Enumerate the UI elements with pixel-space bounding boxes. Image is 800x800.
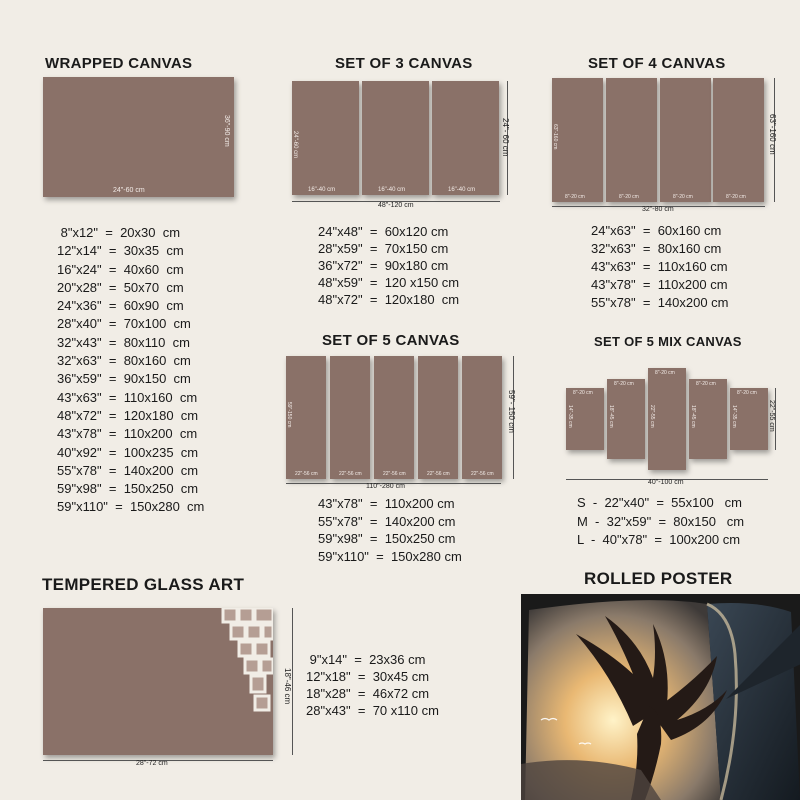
wrapped-size-16: 59"x110" = 150x280 cm bbox=[57, 499, 205, 515]
set3-panel-label-2: 16"-40 cm bbox=[378, 187, 406, 193]
wrapped-size-5: 24"x36" = 60x90 cm bbox=[57, 298, 184, 314]
wrapped-size-2: 12"x14" = 30x35 cm bbox=[57, 243, 184, 259]
wrapped-height-label: 36"-90 cm bbox=[223, 115, 230, 147]
wrapped-size-14: 55"x78" = 140x200 cm bbox=[57, 462, 199, 478]
wrapped-size-list bbox=[57, 224, 204, 517]
set5-panel-label-1: 22"-56 cm bbox=[295, 471, 318, 477]
set3-size-1: 24"x48" = 60x120 cm bbox=[318, 224, 449, 239]
set5mix-size-list bbox=[577, 494, 744, 550]
wrapped-size-9: 36"x59" = 90x150 cm bbox=[57, 371, 191, 387]
wrapped-size-3: 16"x24" = 40x60 cm bbox=[57, 261, 184, 277]
set5mix-panel-height-4: 18"-45 cm bbox=[690, 405, 696, 428]
set5-size-list bbox=[318, 495, 462, 565]
set5mix-total-width: 40"-100 cm bbox=[648, 479, 684, 486]
wrapped-size-11: 48"x72" = 120x180 cm bbox=[57, 407, 199, 423]
glass-height-line bbox=[292, 608, 293, 755]
set5-size-4: 59"x110" = 150x280 cm bbox=[318, 548, 462, 564]
set5mix-panel-height-3: 22"-55 cm bbox=[649, 405, 655, 428]
set5mix-panel-height-5: 14"-35 cm bbox=[731, 405, 737, 428]
set5mix-panel-2 bbox=[607, 379, 645, 459]
set5mix-panel-width-1: 8"-20 cm bbox=[573, 390, 593, 396]
set4-height: 63"-160 cm bbox=[768, 114, 777, 155]
set5-size-1: 43"x78" = 110x200 cm bbox=[318, 496, 455, 511]
wrapped-width-label: 24"-60 cm bbox=[113, 187, 145, 194]
set5-panel-2 bbox=[330, 356, 370, 479]
set5mix-panel-5 bbox=[730, 388, 768, 450]
set3-size-list bbox=[318, 223, 459, 308]
wrapped-size-4: 20"x28" = 50x70 cm bbox=[57, 279, 184, 295]
glass-width: 28"-72 cm bbox=[136, 760, 168, 767]
set4-panel-1 bbox=[552, 78, 603, 202]
set5-panel-5 bbox=[462, 356, 502, 479]
set3-panel-height-label: 24"-60 cm bbox=[292, 131, 298, 159]
set5mix-panel-width-4: 8"-20 cm bbox=[696, 381, 716, 387]
set5mix-panel-width-3: 8"-20 cm bbox=[655, 370, 675, 376]
set3-size-5: 48"x72" = 120x180 cm bbox=[318, 292, 460, 307]
wrapped-size-13: 40"x92" = 100x235 cm bbox=[57, 444, 199, 460]
set4-size-4: 43"x78" = 110x200 cm bbox=[591, 277, 728, 292]
set4-size-1: 24"x63" = 60x160 cm bbox=[591, 223, 722, 238]
set3-total-width: 48"-120 cm bbox=[378, 202, 414, 209]
set5-panel-label-3: 22"-56 cm bbox=[383, 471, 406, 477]
set5-panel-3 bbox=[374, 356, 414, 479]
wrapped-size-12: 43"x78" = 110x200 cm bbox=[57, 426, 198, 442]
set5-height: 59"- 150 cm bbox=[507, 390, 516, 433]
set5-panel-4 bbox=[418, 356, 458, 479]
set5-panel-label-4: 22"-56 cm bbox=[427, 471, 450, 477]
glass-size-list bbox=[306, 651, 439, 719]
set5mix-height-line bbox=[775, 388, 776, 450]
set4-total-width: 32"-80 cm bbox=[642, 206, 674, 213]
glass-height: 18"-46 cm bbox=[283, 668, 292, 705]
set5-panel-label-5: 22"-56 cm bbox=[471, 471, 494, 477]
set4-panel-label-2: 8"-20 cm bbox=[619, 194, 639, 200]
set4-size-5: 55"x78" = 140x200 cm bbox=[591, 295, 729, 310]
set4-panel-label-3: 8"-20 cm bbox=[673, 194, 693, 200]
set5-size-2: 55"x78" = 140x200 cm bbox=[318, 513, 456, 529]
set5-title: SET OF 5 CANVAS bbox=[322, 332, 460, 349]
set4-size-3: 43"x63" = 110x160 cm bbox=[591, 259, 728, 274]
glass-size-2: 12"x18" = 30x45 cm bbox=[306, 669, 430, 684]
set3-size-3: 36"x72" = 90x180 cm bbox=[318, 258, 449, 273]
set3-panel-3 bbox=[432, 81, 499, 195]
poster-artwork bbox=[521, 594, 800, 800]
wrapped-size-7: 32"x43" = 80x110 cm bbox=[57, 334, 190, 350]
set5-size-3: 59"x98" = 150x250 cm bbox=[318, 531, 456, 546]
rolled-poster-image bbox=[521, 594, 800, 800]
wrapped-size-15: 59"x98" = 150x250 cm bbox=[57, 481, 199, 497]
wrapped-size-8: 32"x63" = 80x160 cm bbox=[57, 353, 191, 369]
set5-panel-height-label: 59"-150 cm bbox=[286, 402, 292, 428]
wrapped-size-6: 28"x40" = 70x100 cm bbox=[57, 316, 191, 332]
glass-size-1: 9"x14" = 23x36 cm bbox=[306, 652, 426, 667]
wrapped-canvas-title: WRAPPED CANVAS bbox=[45, 55, 193, 72]
set5-panel-1 bbox=[286, 356, 326, 479]
glass-reflection-grid bbox=[43, 608, 273, 755]
poster-title: ROLLED POSTER bbox=[584, 569, 733, 588]
set5mix-panel-width-2: 8"-20 cm bbox=[614, 381, 634, 387]
set4-panel-height-label: 63"-160 cm bbox=[552, 124, 558, 150]
set5mix-size-1: S - 22"x40" = 55x100 cm bbox=[577, 495, 742, 510]
set5mix-panel-height-1: 14"-35 cm bbox=[567, 405, 573, 428]
wrapped-size-10: 43"x63" = 110x160 cm bbox=[57, 389, 198, 405]
set3-panel-label-1: 16"-40 cm bbox=[308, 187, 336, 193]
set4-size-2: 32"x63" = 80x160 cm bbox=[591, 241, 722, 256]
glass-panel bbox=[43, 608, 273, 755]
set3-panel-1 bbox=[292, 81, 359, 195]
wrapped-canvas-panel bbox=[43, 77, 234, 197]
set5mix-height: 22"-55 cm bbox=[768, 400, 775, 432]
set3-panel-label-3: 16"-40 cm bbox=[448, 187, 476, 193]
glass-title: TEMPERED GLASS ART bbox=[42, 575, 245, 594]
glass-size-3: 18"x28" = 46x72 cm bbox=[306, 686, 430, 701]
glass-size-4: 28"x43" = 70 x110 cm bbox=[306, 703, 439, 718]
set5mix-size-2: M - 32"x59" = 80x150 cm bbox=[577, 513, 745, 529]
set5-panel-label-2: 22"-56 cm bbox=[339, 471, 362, 477]
set3-panel-2 bbox=[362, 81, 429, 195]
set4-panel-3 bbox=[660, 78, 711, 202]
set3-size-2: 28"x59" = 70x150 cm bbox=[318, 241, 449, 256]
set4-title: SET OF 4 CANVAS bbox=[588, 55, 726, 72]
set5mix-panel-height-2: 18"-45 cm bbox=[608, 405, 614, 428]
set5mix-title: SET OF 5 MIX CANVAS bbox=[594, 334, 742, 349]
wrapped-size-1: 8"x12" = 20x30 cm bbox=[57, 225, 181, 240]
set4-size-list bbox=[591, 222, 729, 312]
set3-height: 24"- 60 cm bbox=[501, 118, 510, 157]
set4-panel-4 bbox=[713, 78, 764, 202]
set4-panel-label-1: 8"-20 cm bbox=[565, 194, 585, 200]
set5mix-panel-width-5: 8"-20 cm bbox=[737, 390, 757, 396]
set5mix-panel-3 bbox=[648, 368, 686, 470]
set5mix-panel-1 bbox=[566, 388, 604, 450]
set3-size-4: 48"x59" = 120 x150 cm bbox=[318, 275, 460, 290]
set3-title: SET OF 3 CANVAS bbox=[335, 55, 473, 72]
set5-total-width: 110"-280 cm bbox=[366, 483, 405, 490]
set4-panel-label-4: 8"-20 cm bbox=[726, 194, 746, 200]
set5mix-panel-4 bbox=[689, 379, 727, 459]
set4-panel-2 bbox=[606, 78, 657, 202]
set5mix-size-3: L - 40"x78" = 100x200 cm bbox=[577, 532, 741, 547]
